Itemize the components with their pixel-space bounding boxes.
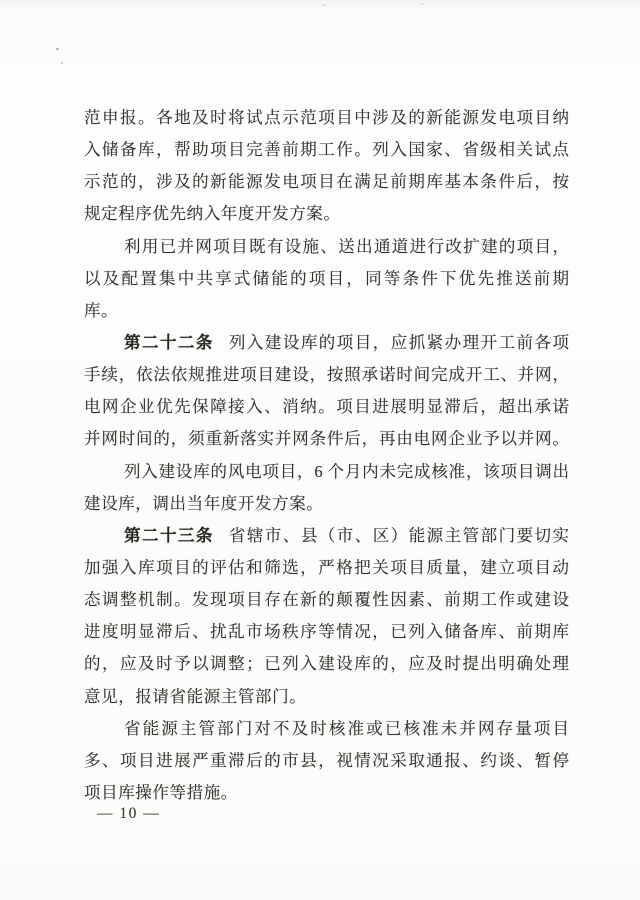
text-line: 规定程序优先纳入年度开发方案。 [84, 204, 341, 224]
paragraph-repowering-priority [84, 231, 569, 327]
text-line: 意见，报请省能源主管部门。 [84, 686, 307, 706]
paragraph-provincial-measures [84, 713, 569, 809]
paragraph-article-23 [84, 520, 569, 713]
article-22-heading: 第二十二条 [124, 333, 214, 352]
text-line: 入储备库，帮助项目完善前期工作。列入国家、省级相关试点 [84, 140, 569, 160]
article-23-heading: 第二十三条 [124, 526, 214, 545]
text-line: 库。 [84, 300, 119, 320]
page-number: — 10 — [97, 805, 161, 822]
document-body [84, 102, 569, 809]
article-23-text: 省辖市、县（市、区）能源主管部门要切实 [228, 525, 569, 545]
text-line: 列入建设库的风电项目，6 个月内未完成核准，该项目调出 [124, 461, 569, 481]
scan-speck [56, 48, 59, 50]
text-line: 项目库操作等措施。 [84, 782, 238, 802]
text-line: 以及配置集中共享式储能的项目，同等条件下优先推送前期 [84, 268, 569, 288]
text-line: 的，应及时予以调整；已列入建设库的，应及时提出明确处理 [84, 654, 569, 674]
text-line: 加强入库项目的评估和筛选，严格把关项目质量，建立项目动 [84, 557, 569, 577]
text-line: 电网企业优先保障接入、消纳。项目进展明显滞后，超出承诺 [84, 397, 569, 417]
text-line: 进度明显滞后、扰乱市场秩序等情况，已列入储备库、前期库 [84, 622, 569, 642]
text-line: 利用已并网项目既有设施、送出通道进行改扩建的项目， [124, 236, 569, 256]
article-22-text: 列入建设库的项目，应抓紧办理开工前各项 [228, 332, 569, 352]
text-line: 示范的，涉及的新能源发电项目在满足前期库基本条件后，按 [84, 172, 569, 192]
paragraph-wind-project-approval [84, 456, 569, 520]
scan-speck [419, 3, 425, 5]
text-line: 态调整机制。发现项目存在新的颠覆性因素、前期工作或建设 [84, 590, 569, 610]
paragraph-continuation [84, 102, 569, 231]
text-line: 手续，依法依规推进项目建设，按照承诺时间完成开工、并网， [84, 365, 569, 385]
text-line: 多、项目进展严重滞后的市县，视情况采取通报、约谈、暂停 [84, 750, 569, 770]
scan-speck [61, 62, 63, 64]
scan-speck [322, 4, 327, 6]
page-footer [97, 802, 160, 826]
text-line [84, 520, 569, 552]
text-line: 并网时间的，须重新落实并网条件后，再由电网企业予以并网。 [84, 429, 569, 449]
text-line: 范申报。各地及时将试点示范项目中涉及的新能源发电项目纳 [84, 108, 569, 127]
paragraph-article-22 [84, 327, 569, 456]
text-line: 建设库，调出当年度开发方案。 [84, 493, 324, 513]
text-line [84, 327, 569, 359]
text-line: 省能源主管部门对不及时核准或已核准未并网存量项目 [124, 718, 569, 738]
